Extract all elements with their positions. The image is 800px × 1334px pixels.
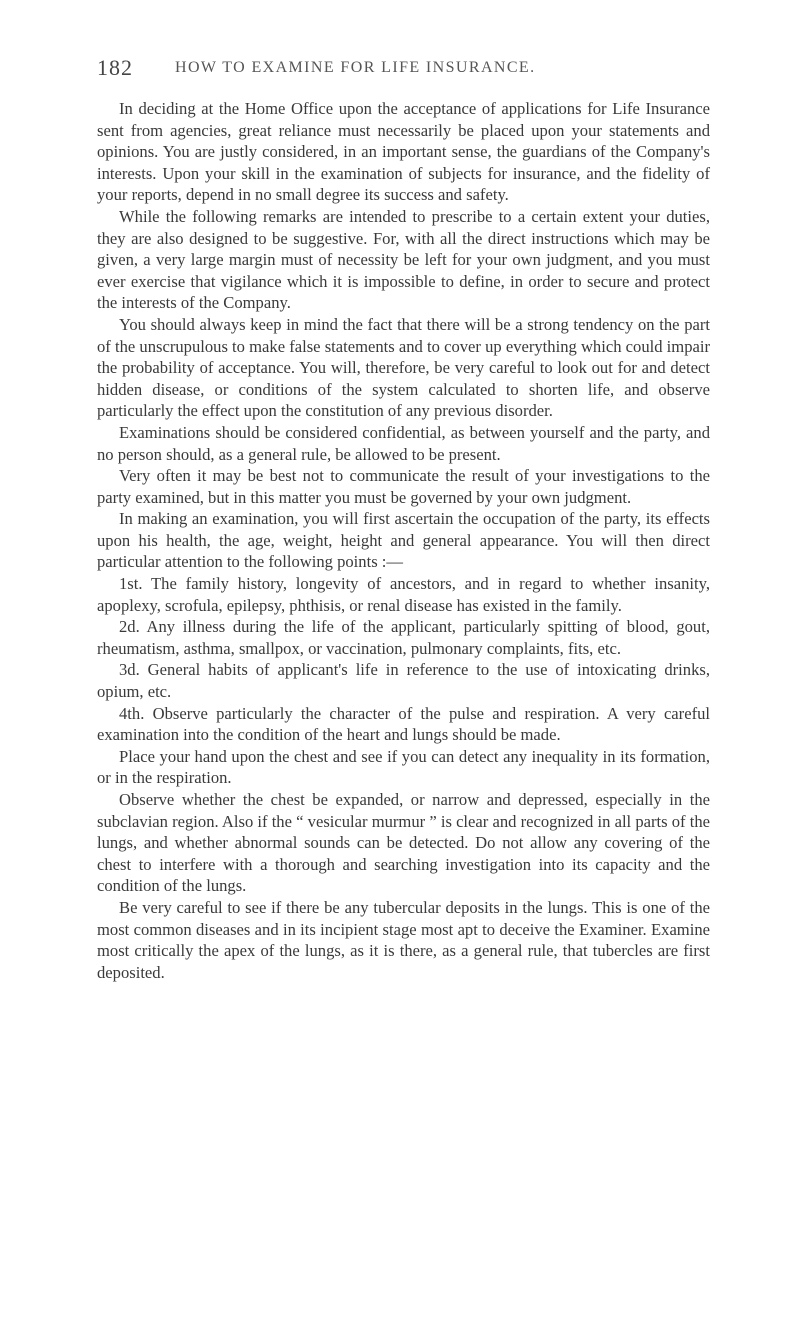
list-item-illness: 2d. Any illness during the life of the applicant, particularly spitting of blood, gout, rheumatism, asthma, smallpox, or vaccination, pulmonary complaints, fits, etc. xyxy=(97,617,710,658)
page-header xyxy=(97,55,710,83)
paragraph-false-statements: You should always keep in mind the fact that there will be a strong tendency on the part of the unscrupulous to make false statements and to cover up everything which could impair the probability of acceptance. You will, therefore, be very careful to look out for and detect hidden disease, or conditions of the system calculated to shorten life, and observe particularly the effect upon the constitution of any previous disorder. xyxy=(97,314,710,421)
paragraph-home-office: In deciding at the Home Office upon the acceptance of applications for Life Insurance sent from agencies, great reliance must necessarily be placed upon your statements and opinions. You are justly considered, in an important sense, the guardians of the Company's interests. Upon your skill in the examination of subjects for insurance, and the fidelity of your reports, depend in no small degree its success and safety. xyxy=(97,99,710,205)
list-item-habits: 3d. General habits of applicant's life in reference to the use of intoxicating drinks, opium, etc. xyxy=(97,660,710,702)
paragraph-tubercular-deposits: Be very careful to see if there be any tubercular deposits in the lungs. This is one of the most common diseases and in its incipient stage most apt to deceive the Examiner. Examine most critically the apex of the lungs, as it is there, as a general rule, that tubercles are first deposited. xyxy=(97,897,710,982)
list-item-family-history: 1st. The family history, longevity of ancestors, and in regard to whether insanity, apoplexy, scrofula, epilepsy, phthisis, or renal disease has existed in the family. xyxy=(97,574,710,615)
list-item-pulse-respiration: 4th. Observe particularly the character of the pulse and respiration. A very careful examination into the condition of the heart and lungs should be made. xyxy=(97,703,710,745)
paragraph-making-examination: In making an examination, you will first ascertain the occupation of the party, its effects upon his health, the age, weight, height and general appearance. You will then direct particular attention to the following points :— xyxy=(97,509,710,572)
paragraph-communicate-result: Very often it may be best not to communicate the result of your investigations to the party examined, but in this matter you must be governed by your own judgment. xyxy=(97,466,710,507)
paragraph-remarks: While the following remarks are intended to prescribe to a certain extent your duties, they are also designed to be suggestive. For, with all the direct instructions which may be given, a very large margin must of necessity be left for your own judgment, and you must ever exercise that vigilance which it is impossible to define, in order to secure and protect the interests of the Company. xyxy=(97,206,710,313)
body-text xyxy=(97,98,710,983)
paragraph-chest-expanded: Observe whether the chest be expanded, or narrow and depressed, especially in the subclavian region. Also if the “ vesicular murmur ” is clear and recognized in all parts of the lungs, and whether abnormal sounds can be detected. Do not allow any covering of the chest to interfere with a thorough and searching investigation into its capacity and the condition of the lungs. xyxy=(97,790,710,896)
page-number: 182 xyxy=(97,55,133,80)
paragraph-confidential: Examinations should be considered confidential, as between yourself and the party, and no person should, as a general rule, be allowed to be present. xyxy=(97,422,710,464)
running-head: HOW TO EXAMINE FOR LIFE INSURANCE. xyxy=(175,59,536,76)
paragraph-hand-on-chest: Place your hand upon the chest and see if you can detect any inequality in its formation, or in the respiration. xyxy=(97,746,710,788)
